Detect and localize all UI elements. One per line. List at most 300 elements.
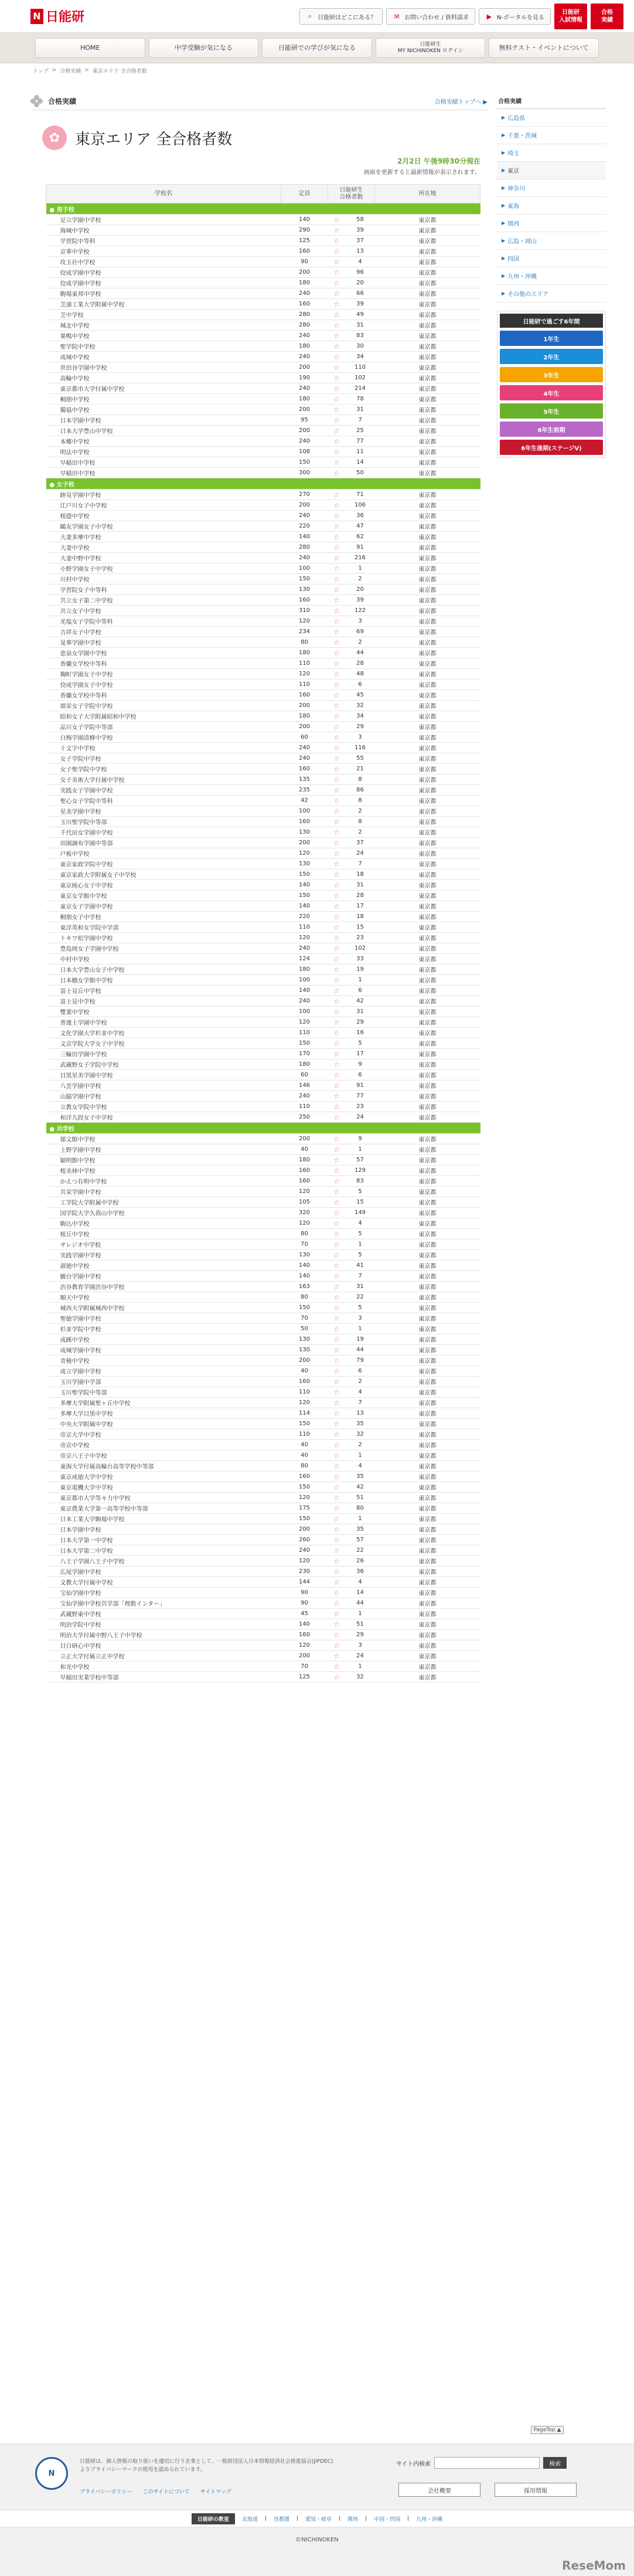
- grade-button[interactable]: 5年生: [500, 403, 603, 419]
- classroom-link[interactable]: 中国・四国: [374, 2516, 401, 2523]
- star-icon[interactable]: ☆: [328, 383, 346, 394]
- area-item[interactable]: [497, 215, 606, 232]
- school-name[interactable]: 巣鴨中学校: [46, 331, 281, 341]
- school-name[interactable]: 雙葉中学校: [46, 1007, 281, 1017]
- school-name[interactable]: 渋谷教育学園渋谷中学校: [46, 1282, 281, 1292]
- area-item[interactable]: [497, 179, 606, 197]
- school-name[interactable]: 東京電機大学中学校: [46, 1482, 281, 1493]
- school-name[interactable]: 駒場東邦中学校: [46, 288, 281, 299]
- star-icon[interactable]: ☆: [328, 690, 346, 701]
- grade-button[interactable]: 1年生: [500, 331, 603, 346]
- school-name[interactable]: 女子美術大学付属中学校: [46, 774, 281, 785]
- school-name[interactable]: 吉祥女子中学校: [46, 627, 281, 637]
- star-icon[interactable]: ☆: [328, 1155, 346, 1165]
- where-button[interactable]: ⌕ 日能研はどこにある？: [299, 8, 383, 25]
- star-icon[interactable]: ☆: [328, 711, 346, 722]
- star-icon[interactable]: ☆: [328, 859, 346, 869]
- star-icon[interactable]: ☆: [328, 669, 346, 679]
- school-name[interactable]: 東海大学付属高輪台高等学校中等部: [46, 1461, 281, 1471]
- school-name[interactable]: 立教女学院中学校: [46, 1102, 281, 1112]
- school-name[interactable]: 学習院女子中等科: [46, 584, 281, 595]
- star-icon[interactable]: ☆: [328, 1218, 346, 1229]
- star-icon[interactable]: ☆: [328, 933, 346, 943]
- star-icon[interactable]: ☆: [328, 436, 346, 447]
- star-icon[interactable]: ☆: [328, 1165, 346, 1176]
- school-name[interactable]: 桜丘中学校: [46, 1229, 281, 1239]
- star-icon[interactable]: ☆: [328, 996, 346, 1007]
- star-icon[interactable]: ☆: [328, 901, 346, 912]
- school-name[interactable]: 和洋九段女子中学校: [46, 1112, 281, 1123]
- school-name[interactable]: 東京家政学院中学校: [46, 859, 281, 869]
- star-icon[interactable]: ☆: [328, 1229, 346, 1239]
- star-icon[interactable]: ☆: [328, 362, 346, 373]
- star-icon[interactable]: ☆: [328, 426, 346, 436]
- nav-exam[interactable]: 中学受験が気になる: [149, 38, 259, 58]
- star-icon[interactable]: ☆: [328, 415, 346, 426]
- star-icon[interactable]: ☆: [328, 1419, 346, 1429]
- school-name[interactable]: 城西大学附属城西中学校: [46, 1303, 281, 1313]
- school-name[interactable]: 日本橋女学館中学校: [46, 975, 281, 985]
- school-name[interactable]: 帝京八王子中学校: [46, 1450, 281, 1461]
- school-name[interactable]: 戸板中学校: [46, 848, 281, 859]
- privacy-policy-link[interactable]: プライバシーポリシー: [80, 2489, 132, 2495]
- school-name[interactable]: 成蹊中学校: [46, 1334, 281, 1345]
- school-name[interactable]: 早稲田実業学校中等部: [46, 1672, 281, 1683]
- school-name[interactable]: 日本学園中学校: [46, 1524, 281, 1535]
- school-name[interactable]: 大妻中野中学校: [46, 553, 281, 563]
- star-icon[interactable]: ☆: [328, 1134, 346, 1144]
- star-icon[interactable]: ☆: [328, 1503, 346, 1514]
- breadcrumb-top[interactable]: トップ: [33, 68, 49, 74]
- school-name[interactable]: 大妻多摩中学校: [46, 532, 281, 542]
- school-name[interactable]: 獨協中学校: [46, 405, 281, 415]
- star-icon[interactable]: ☆: [328, 964, 346, 975]
- school-name[interactable]: 高輪中学校: [46, 373, 281, 383]
- portal-button[interactable]: ▶ N-ポータルを見る: [479, 8, 551, 25]
- star-icon[interactable]: ☆: [328, 1545, 346, 1556]
- site-search-input[interactable]: [434, 2457, 540, 2469]
- area-item[interactable]: [497, 285, 606, 303]
- school-name[interactable]: 富士見丘中学校: [46, 985, 281, 996]
- area-item[interactable]: [497, 127, 606, 144]
- area-item[interactable]: [497, 144, 606, 162]
- star-icon[interactable]: ☆: [328, 236, 346, 246]
- school-name[interactable]: 淑徳中学校: [46, 1260, 281, 1271]
- star-icon[interactable]: ☆: [328, 1408, 346, 1419]
- star-icon[interactable]: ☆: [328, 922, 346, 933]
- school-name[interactable]: 武蔵野女子学院中学校: [46, 1059, 281, 1070]
- school-name[interactable]: 成城学園中学校: [46, 1345, 281, 1355]
- star-icon[interactable]: ☆: [328, 1640, 346, 1651]
- school-name[interactable]: 東京都市大学付属中学校: [46, 383, 281, 394]
- school-name[interactable]: 立正大学付属立正中学校: [46, 1651, 281, 1661]
- star-icon[interactable]: ☆: [328, 1017, 346, 1028]
- star-icon[interactable]: ☆: [328, 806, 346, 817]
- school-name[interactable]: 実践学園中学校: [46, 1250, 281, 1260]
- area-item[interactable]: [497, 197, 606, 215]
- star-icon[interactable]: ☆: [328, 1197, 346, 1208]
- exam-info-button[interactable]: 日能研 入試情報: [554, 4, 587, 29]
- star-icon[interactable]: ☆: [328, 701, 346, 711]
- grade-button[interactable]: 6年生後期(ステージV): [500, 440, 603, 455]
- star-icon[interactable]: ☆: [328, 1282, 346, 1292]
- star-icon[interactable]: ☆: [328, 500, 346, 511]
- star-icon[interactable]: ☆: [328, 405, 346, 415]
- school-name[interactable]: 山脇学園中学校: [46, 1091, 281, 1102]
- results-button[interactable]: 合格 実績: [591, 4, 623, 29]
- back-to-results-link[interactable]: 合格実績トップへ ▶: [434, 99, 488, 106]
- logo[interactable]: [30, 7, 84, 25]
- school-name[interactable]: 光塩女子学院中等科: [46, 616, 281, 627]
- school-name[interactable]: 攻玉社中学校: [46, 257, 281, 267]
- star-icon[interactable]: ☆: [328, 521, 346, 532]
- star-icon[interactable]: ☆: [328, 796, 346, 806]
- school-name[interactable]: 海城中学校: [46, 225, 281, 236]
- star-icon[interactable]: ☆: [328, 764, 346, 774]
- school-name[interactable]: 頌栄女子学院中学校: [46, 701, 281, 711]
- star-icon[interactable]: ☆: [328, 595, 346, 606]
- school-name[interactable]: 東京家政大学附属女子中学校: [46, 869, 281, 880]
- star-icon[interactable]: ☆: [328, 1303, 346, 1313]
- school-name[interactable]: 八王子学園八王子中学校: [46, 1556, 281, 1566]
- school-name[interactable]: 日本工業大学駒場中学校: [46, 1514, 281, 1524]
- star-icon[interactable]: ☆: [328, 1651, 346, 1661]
- star-icon[interactable]: ☆: [328, 891, 346, 901]
- school-name[interactable]: 城北中学校: [46, 320, 281, 331]
- star-icon[interactable]: ☆: [328, 1038, 346, 1049]
- area-item[interactable]: [497, 162, 606, 179]
- school-name[interactable]: 佼成学園女子中学校: [46, 679, 281, 690]
- star-icon[interactable]: ☆: [328, 722, 346, 732]
- star-icon[interactable]: ☆: [328, 1049, 346, 1059]
- star-icon[interactable]: ☆: [328, 373, 346, 383]
- school-name[interactable]: 明治学院中学校: [46, 1619, 281, 1630]
- school-name[interactable]: 多摩大学目黒中学校: [46, 1408, 281, 1419]
- star-icon[interactable]: ☆: [328, 912, 346, 922]
- school-name[interactable]: 日本大学第一中学校: [46, 1535, 281, 1545]
- school-name[interactable]: 品川女子学院中等部: [46, 722, 281, 732]
- star-icon[interactable]: ☆: [328, 1059, 346, 1070]
- star-icon[interactable]: ☆: [328, 975, 346, 985]
- grade-button[interactable]: 6年生前期: [500, 422, 603, 437]
- star-icon[interactable]: ☆: [328, 1440, 346, 1450]
- company-button[interactable]: 会社概要: [398, 2483, 480, 2497]
- site-search-button[interactable]: 検索: [543, 2457, 567, 2469]
- school-name[interactable]: 八雲学園中学校: [46, 1080, 281, 1091]
- star-icon[interactable]: ☆: [328, 511, 346, 521]
- star-icon[interactable]: ☆: [328, 1609, 346, 1619]
- classroom-link[interactable]: 愛知・岐阜: [305, 2516, 332, 2523]
- page-top-button[interactable]: PageTop ▲: [531, 2426, 564, 2434]
- star-icon[interactable]: ☆: [328, 574, 346, 584]
- school-name[interactable]: 帝京中学校: [46, 1440, 281, 1450]
- school-name[interactable]: 成立学園中学校: [46, 1366, 281, 1377]
- school-name[interactable]: 晃華学園中学校: [46, 637, 281, 648]
- star-icon[interactable]: ☆: [328, 1366, 346, 1377]
- star-icon[interactable]: ☆: [328, 1619, 346, 1630]
- star-icon[interactable]: ☆: [328, 648, 346, 658]
- star-icon[interactable]: ☆: [328, 1080, 346, 1091]
- recruit-button[interactable]: 採用情報: [495, 2483, 577, 2497]
- area-item[interactable]: [497, 250, 606, 267]
- nav-learning[interactable]: 日能研での学びが気になる: [262, 38, 372, 58]
- contact-button[interactable]: ✉ お問い合わせ / 資料請求: [386, 8, 475, 25]
- school-name[interactable]: 大妻中学校: [46, 542, 281, 553]
- star-icon[interactable]: ☆: [328, 658, 346, 669]
- star-icon[interactable]: ☆: [328, 320, 346, 331]
- star-icon[interactable]: ☆: [328, 257, 346, 267]
- school-name[interactable]: 東京女学館中学校: [46, 891, 281, 901]
- school-name[interactable]: 宝仙学園中学校: [46, 1588, 281, 1598]
- star-icon[interactable]: ☆: [328, 1450, 346, 1461]
- school-name[interactable]: 千代田女学園中学校: [46, 827, 281, 838]
- school-name[interactable]: 日本学園中学校: [46, 415, 281, 426]
- school-name[interactable]: 東京成徳大学中学校: [46, 1471, 281, 1482]
- star-icon[interactable]: ☆: [328, 774, 346, 785]
- school-name[interactable]: 早稲田中学校: [46, 457, 281, 468]
- star-icon[interactable]: ☆: [328, 1324, 346, 1334]
- school-name[interactable]: 文教大学付属中学校: [46, 1577, 281, 1588]
- star-icon[interactable]: ☆: [328, 278, 346, 288]
- star-icon[interactable]: ☆: [328, 553, 346, 563]
- star-icon[interactable]: ☆: [328, 732, 346, 743]
- grade-button[interactable]: 3年生: [500, 367, 603, 382]
- school-name[interactable]: 文化学園大学杉並中学校: [46, 1028, 281, 1038]
- star-icon[interactable]: ☆: [328, 954, 346, 964]
- star-icon[interactable]: ☆: [328, 753, 346, 764]
- star-icon[interactable]: ☆: [328, 584, 346, 595]
- star-icon[interactable]: ☆: [328, 1535, 346, 1545]
- area-item[interactable]: [497, 267, 606, 285]
- school-name[interactable]: トキワ松学園中学校: [46, 933, 281, 943]
- grade-button[interactable]: 4年生: [500, 385, 603, 400]
- school-name[interactable]: 江戸川女子中学校: [46, 500, 281, 511]
- star-icon[interactable]: ☆: [328, 1429, 346, 1440]
- star-icon[interactable]: ☆: [328, 246, 346, 257]
- star-icon[interactable]: ☆: [328, 943, 346, 954]
- star-icon[interactable]: ☆: [328, 1387, 346, 1398]
- star-icon[interactable]: ☆: [328, 331, 346, 341]
- school-name[interactable]: かえつ有明中学校: [46, 1176, 281, 1187]
- star-icon[interactable]: ☆: [328, 1493, 346, 1503]
- school-name[interactable]: 日本大学豊山女子中学校: [46, 964, 281, 975]
- school-name[interactable]: 小野学園女子中学校: [46, 563, 281, 574]
- star-icon[interactable]: ☆: [328, 848, 346, 859]
- school-name[interactable]: 共栄学園中学校: [46, 1187, 281, 1197]
- school-name[interactable]: 昭和女子大学附属昭和中学校: [46, 711, 281, 722]
- school-name[interactable]: 東洋英和女学院中学部: [46, 922, 281, 933]
- star-icon[interactable]: ☆: [328, 490, 346, 500]
- nav-home[interactable]: HOME: [35, 38, 145, 58]
- school-name[interactable]: 佼成学園中学校: [46, 278, 281, 288]
- star-icon[interactable]: ☆: [328, 1661, 346, 1672]
- school-name[interactable]: 上野学園中学校: [46, 1144, 281, 1155]
- star-icon[interactable]: ☆: [328, 394, 346, 405]
- school-name[interactable]: 早稲田中学校: [46, 468, 281, 478]
- star-icon[interactable]: ☆: [328, 1112, 346, 1123]
- school-name[interactable]: 多摩大学附属聖ヶ丘中学校: [46, 1398, 281, 1408]
- star-icon[interactable]: ☆: [328, 606, 346, 616]
- school-name[interactable]: 広尾学園中学校: [46, 1566, 281, 1577]
- star-icon[interactable]: ☆: [328, 743, 346, 753]
- star-icon[interactable]: ☆: [328, 616, 346, 627]
- star-icon[interactable]: ☆: [328, 563, 346, 574]
- school-name[interactable]: 武蔵野東中学校: [46, 1609, 281, 1619]
- star-icon[interactable]: ☆: [328, 679, 346, 690]
- star-icon[interactable]: ☆: [328, 1398, 346, 1408]
- school-name[interactable]: 杉並学院中学校: [46, 1324, 281, 1334]
- about-site-link[interactable]: このサイトについて: [142, 2489, 190, 2495]
- star-icon[interactable]: ☆: [328, 215, 346, 225]
- star-icon[interactable]: ☆: [328, 637, 346, 648]
- school-name[interactable]: 川村中学校: [46, 574, 281, 584]
- school-name[interactable]: 日本大学第二中学校: [46, 1545, 281, 1556]
- school-name[interactable]: 中村中学校: [46, 954, 281, 964]
- school-name[interactable]: 聖徳学園中学校: [46, 1313, 281, 1324]
- school-name[interactable]: 麹町学園女子中学校: [46, 669, 281, 679]
- star-icon[interactable]: ☆: [328, 1556, 346, 1566]
- star-icon[interactable]: ☆: [328, 468, 346, 478]
- school-name[interactable]: 宝仙学園中学校共学部「理数インター」: [46, 1598, 281, 1609]
- star-icon[interactable]: ☆: [328, 532, 346, 542]
- school-name[interactable]: 足立学園中学校: [46, 215, 281, 225]
- star-icon[interactable]: ☆: [328, 1007, 346, 1017]
- school-name[interactable]: 成城中学校: [46, 352, 281, 362]
- school-name[interactable]: 桜美林中学校: [46, 1165, 281, 1176]
- school-name[interactable]: 目白研心中学校: [46, 1640, 281, 1651]
- school-name[interactable]: 実践女子学園中学校: [46, 785, 281, 796]
- star-icon[interactable]: ☆: [328, 1482, 346, 1493]
- star-icon[interactable]: ☆: [328, 627, 346, 637]
- star-icon[interactable]: ☆: [328, 1176, 346, 1187]
- school-name[interactable]: 駿台学園中学校: [46, 1271, 281, 1282]
- school-name[interactable]: 佼成学園中学校: [46, 267, 281, 278]
- star-icon[interactable]: ☆: [328, 1260, 346, 1271]
- star-icon[interactable]: ☆: [328, 1313, 346, 1324]
- school-name[interactable]: 星美学園中学校: [46, 806, 281, 817]
- school-name[interactable]: 中央大学附属中学校: [46, 1419, 281, 1429]
- star-icon[interactable]: ☆: [328, 1461, 346, 1471]
- school-name[interactable]: 帝京大学中学校: [46, 1429, 281, 1440]
- school-name[interactable]: 恵泉女学園中学校: [46, 648, 281, 658]
- school-name[interactable]: 白梅学園清修中学校: [46, 732, 281, 743]
- breadcrumb-results[interactable]: 合格実績: [60, 68, 81, 74]
- school-name[interactable]: 目黒星美学園中学校: [46, 1070, 281, 1080]
- school-name[interactable]: 青稜中学校: [46, 1355, 281, 1366]
- star-icon[interactable]: ☆: [328, 457, 346, 468]
- school-name[interactable]: 普連土学園中学校: [46, 1017, 281, 1028]
- star-icon[interactable]: ☆: [328, 838, 346, 848]
- school-name[interactable]: 共立女子中学校: [46, 606, 281, 616]
- school-name[interactable]: 日本大学豊山中学校: [46, 426, 281, 436]
- star-icon[interactable]: ☆: [328, 1672, 346, 1683]
- school-name[interactable]: 芝中学校: [46, 310, 281, 320]
- classroom-link[interactable]: 首都圏: [273, 2516, 289, 2523]
- school-name[interactable]: 共立女子第二中学校: [46, 595, 281, 606]
- nav-login[interactable]: 日能研生 MY NICHINOKEN ログイン: [376, 38, 486, 58]
- star-icon[interactable]: ☆: [328, 785, 346, 796]
- star-icon[interactable]: ☆: [328, 267, 346, 278]
- star-icon[interactable]: ☆: [328, 1514, 346, 1524]
- school-name[interactable]: 明治大学付属中野八王子中学校: [46, 1630, 281, 1640]
- star-icon[interactable]: ☆: [328, 288, 346, 299]
- sitemap-link[interactable]: サイトマップ: [200, 2489, 231, 2495]
- star-icon[interactable]: ☆: [328, 1250, 346, 1260]
- star-icon[interactable]: ☆: [328, 1334, 346, 1345]
- school-name[interactable]: 文京学院大学女子中学校: [46, 1038, 281, 1049]
- school-name[interactable]: 郁文館中学校: [46, 1134, 281, 1144]
- star-icon[interactable]: ☆: [328, 1566, 346, 1577]
- school-name[interactable]: 聖心女子学院中等科: [46, 796, 281, 806]
- star-icon[interactable]: ☆: [328, 1345, 346, 1355]
- school-name[interactable]: 十文字中学校: [46, 743, 281, 753]
- star-icon[interactable]: ☆: [328, 1187, 346, 1197]
- school-name[interactable]: 東京農業大学第一高等学校中等部: [46, 1503, 281, 1514]
- star-icon[interactable]: ☆: [328, 1208, 346, 1218]
- star-icon[interactable]: ☆: [328, 827, 346, 838]
- school-name[interactable]: 桐朋女子中学校: [46, 912, 281, 922]
- star-icon[interactable]: ☆: [328, 1471, 346, 1482]
- school-name[interactable]: 女子聖学院中学校: [46, 764, 281, 774]
- school-name[interactable]: 三輪田学園中学校: [46, 1049, 281, 1059]
- classroom-link[interactable]: 関西: [347, 2516, 359, 2523]
- star-icon[interactable]: ☆: [328, 1144, 346, 1155]
- star-icon[interactable]: ☆: [328, 1292, 346, 1303]
- school-name[interactable]: 東京純心女子中学校: [46, 880, 281, 891]
- star-icon[interactable]: ☆: [328, 310, 346, 320]
- star-icon[interactable]: ☆: [328, 1577, 346, 1588]
- school-name[interactable]: 跡見学園中学校: [46, 490, 281, 500]
- school-name[interactable]: 学習院中等科: [46, 236, 281, 246]
- star-icon[interactable]: ☆: [328, 299, 346, 310]
- school-name[interactable]: 和光中学校: [46, 1661, 281, 1672]
- school-name[interactable]: 玉川聖学院中等部: [46, 1387, 281, 1398]
- school-name[interactable]: 工学院大学附属中学校: [46, 1197, 281, 1208]
- school-name[interactable]: 桜蔭中学校: [46, 511, 281, 521]
- school-name[interactable]: 京華中学校: [46, 246, 281, 257]
- star-icon[interactable]: ☆: [328, 1091, 346, 1102]
- school-name[interactable]: 富士見中学校: [46, 996, 281, 1007]
- school-name[interactable]: 国学院大学久我山中学校: [46, 1208, 281, 1218]
- school-name[interactable]: 東京女子学園中学校: [46, 901, 281, 912]
- area-item[interactable]: [497, 232, 606, 250]
- star-icon[interactable]: ☆: [328, 1588, 346, 1598]
- school-name[interactable]: サレジオ中学校: [46, 1239, 281, 1250]
- school-name[interactable]: 玉川学園中学部: [46, 1377, 281, 1387]
- school-name[interactable]: 駒込中学校: [46, 1218, 281, 1229]
- classroom-link[interactable]: 北海道: [241, 2516, 258, 2523]
- star-icon[interactable]: ☆: [328, 225, 346, 236]
- star-icon[interactable]: ☆: [328, 341, 346, 352]
- star-icon[interactable]: ☆: [328, 447, 346, 457]
- star-icon[interactable]: ☆: [328, 1102, 346, 1112]
- star-icon[interactable]: ☆: [328, 817, 346, 827]
- star-icon[interactable]: ☆: [328, 1271, 346, 1282]
- nav-events[interactable]: 無料テスト・イベントについて: [489, 38, 599, 58]
- star-icon[interactable]: ☆: [328, 985, 346, 996]
- star-icon[interactable]: ☆: [328, 1355, 346, 1366]
- school-name[interactable]: 本郷中学校: [46, 436, 281, 447]
- star-icon[interactable]: ☆: [328, 1070, 346, 1080]
- grade-button[interactable]: 2年生: [500, 349, 603, 364]
- school-name[interactable]: 明法中学校: [46, 447, 281, 457]
- school-name[interactable]: 豊島岡女子学園中学校: [46, 943, 281, 954]
- school-name[interactable]: 香蘭女学校中等科: [46, 658, 281, 669]
- star-icon[interactable]: ☆: [328, 1028, 346, 1038]
- classroom-link[interactable]: 九州・沖縄: [416, 2516, 443, 2523]
- school-name[interactable]: 香蘭女学校中等科: [46, 690, 281, 701]
- school-name[interactable]: 世田谷学園中学校: [46, 362, 281, 373]
